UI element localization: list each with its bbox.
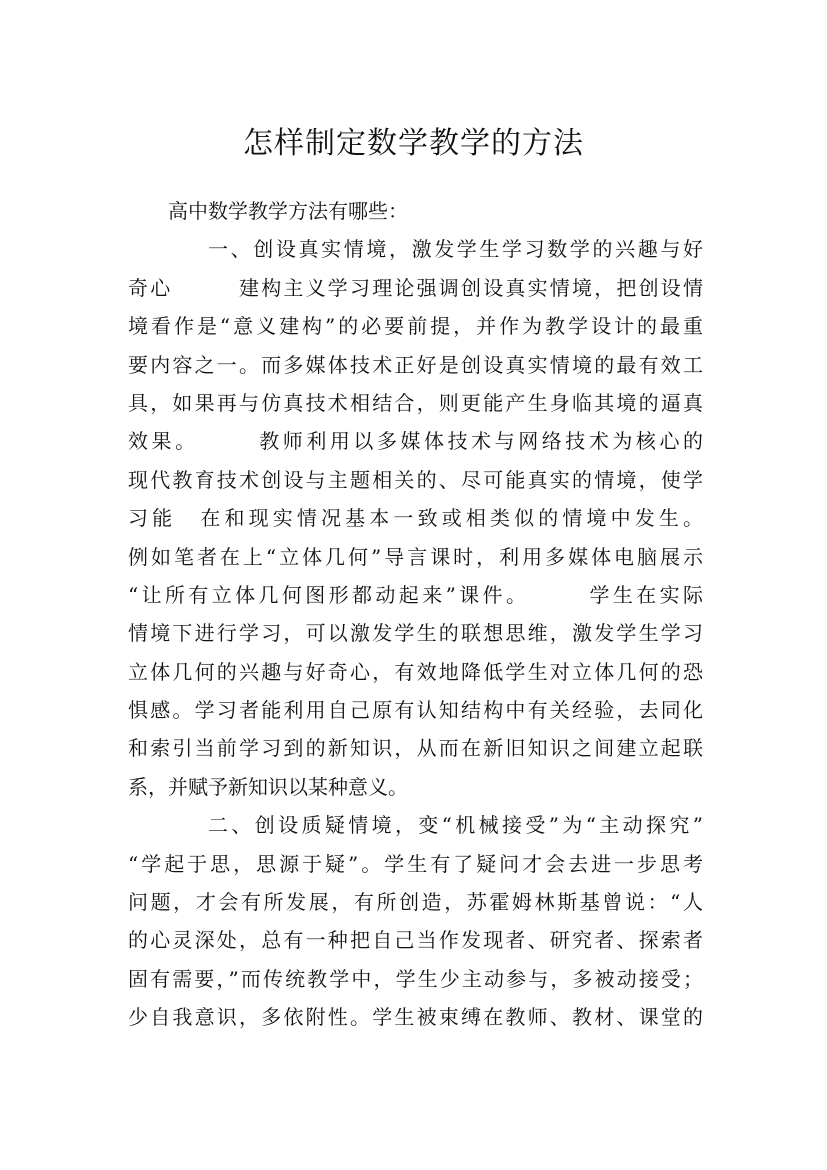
document-title: 怎样制定数学教学的方法 (243, 126, 584, 162)
text-line: 的心灵深处，总有一种把自己当作发现者、研究者、探索者 (128, 928, 703, 953)
text-line: 高中数学教学方法有哪些： (168, 199, 408, 223)
text-line: 二、创设质疑情境，变“机械接受”为“主动探究” (208, 813, 703, 838)
text-line: 要内容之一。而多媒体技术正好是创设真实情境的最有效工 (128, 352, 703, 377)
text-line: “让所有立体几何图形都动起来”课件。 学生在实际 (128, 582, 703, 607)
text-line: 立体几何的兴趣与好奇心，有效地降低学生对立体几何的恐 (128, 659, 703, 684)
text-line: 和索引当前学习到的新知识，从而在新旧知识之间建立起联 (128, 736, 703, 761)
text-line: 奇心 建构主义学习理论强调创设真实情境，把创设情 (128, 275, 703, 300)
text-line: 一、创设真实情境，激发学生学习数学的兴趣与好 (208, 237, 703, 262)
text-line: 具，如果再与仿真技术相结合，则更能产生身临其境的逼真 (128, 390, 703, 415)
text-line: 效果。 教师利用以多媒体技术与网络技术为核心的 (128, 429, 703, 454)
text-line: 现代教育技术创设与主题相关的、尽可能真实的情境，使学 (128, 467, 703, 492)
text-line: 系，并赋予新知识以某种意义。 (128, 774, 408, 799)
document-body (128, 192, 703, 1037)
text-line: “学起于思，思源于疑”。学生有了疑问才会去进一步思考 (128, 851, 703, 876)
text-line: 问题，才会有所发展，有所创造，苏霍姆林斯基曾说：“人 (128, 890, 703, 915)
text-line: 例如笔者在上“立体几何”导言课时，利用多媒体电脑展示 (128, 544, 703, 569)
text-line: 惧感。学习者能利用自己原有认知结构中有关经验，去同化 (128, 698, 703, 723)
text-line: 习能 在和现实情况基本一致或相类似的情境中发生。 (128, 506, 703, 531)
text-line: 情境下进行学习，可以激发学生的联想思维，激发学生学习 (128, 621, 703, 646)
text-line: 境看作是“意义建构”的必要前提，并作为教学设计的最重 (128, 314, 703, 339)
text-line: 少自我意识，多依附性。学生被束缚在教师、教材、课堂的 (128, 1005, 703, 1030)
text-line: 固有需要，”而传统教学中，学生少主动参与，多被动接受； (128, 966, 703, 991)
